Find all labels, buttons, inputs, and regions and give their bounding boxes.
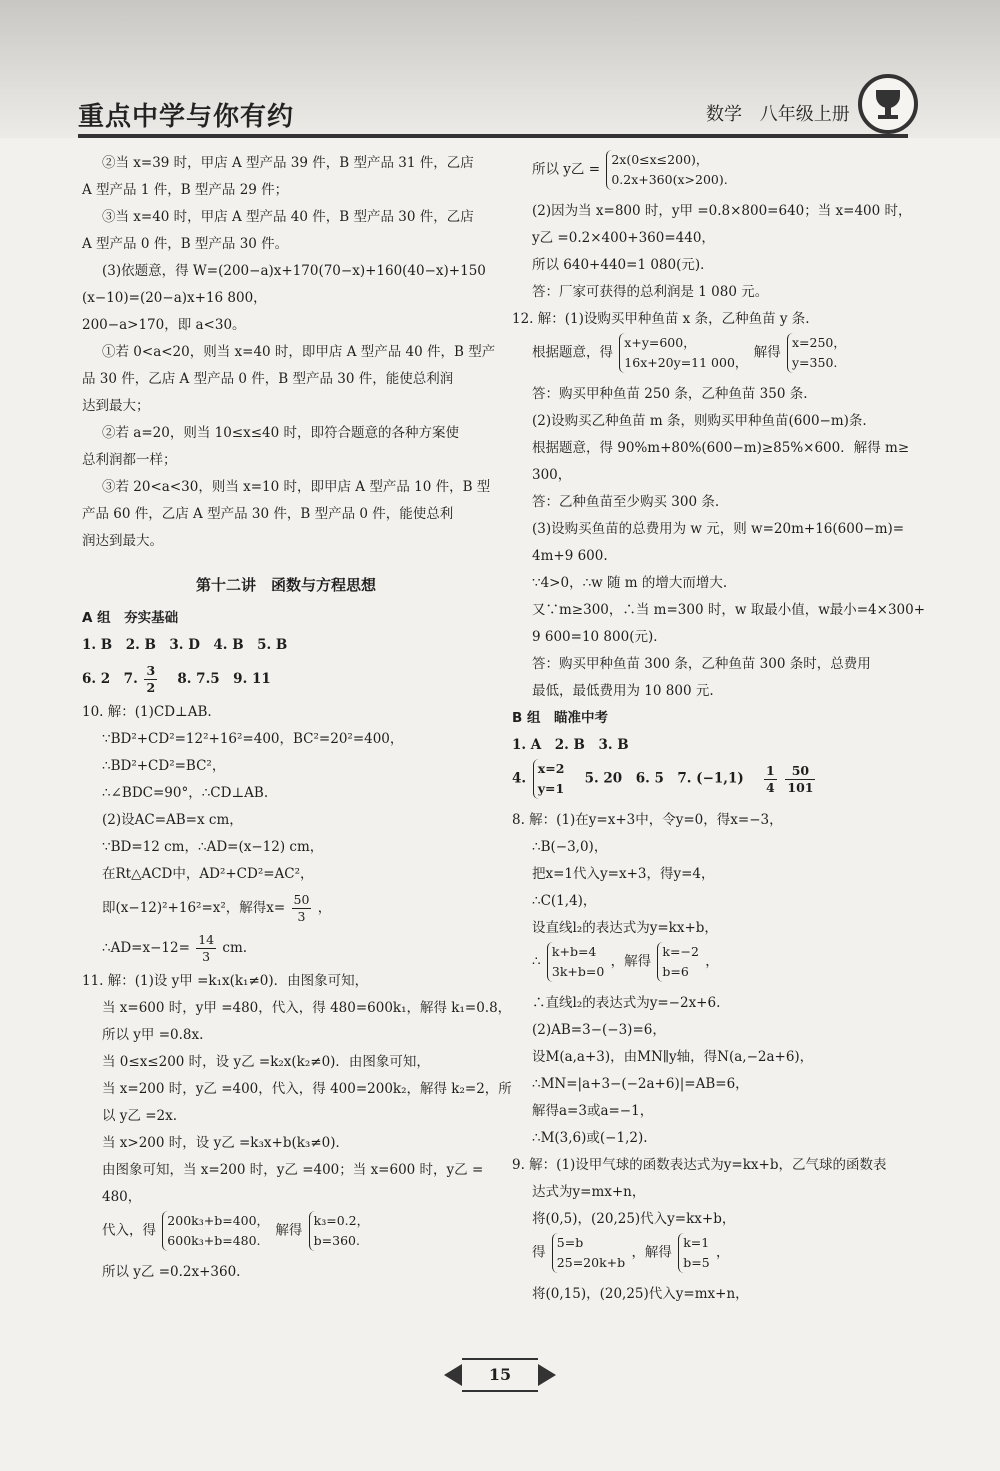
equation-system: k=1 b=5 [678, 1233, 709, 1273]
text-line: 所以 y乙 =0.2x+360. [102, 1264, 241, 1280]
equation-system: x+y=600， 16x+20y=11 000， [619, 333, 747, 373]
text-line: A 型产品 0 件，B 型产品 30 件。 [82, 236, 289, 252]
text-line: 总利润都一样； [82, 452, 177, 468]
text-line: 达到最大； [82, 398, 150, 414]
text-line: 以 y乙 =2x. [102, 1108, 178, 1124]
series-title: 重点中学与你有约 [78, 102, 295, 132]
book-info [706, 100, 862, 126]
equation-system: 2x(0≤x≤200)， 0.2x+360(x>200). [606, 150, 727, 190]
equation-system: k+b=4 3k+b=0 [547, 942, 604, 982]
text-line: 解得a=3或a=−1， [532, 1103, 654, 1119]
text-line: 即(x−12)²+16²=x²，解得x= $\frac{50}{3}$ ， [102, 892, 332, 924]
text-line: 最低，最低费用为 10 800 元. [532, 683, 714, 699]
text-line: ①若 0<a<20，则当 x=40 时，即甲店 A 型产品 40 件，B 型产 [102, 344, 496, 360]
text-line: ∵4>0，∴w 随 m 的增大而增大. [532, 575, 728, 591]
text-line: (2)设购买乙种鱼苗 m 条，则购买甲种鱼苗(600−m)条. [532, 413, 867, 429]
equation-system: x=250， y=350. [787, 333, 846, 373]
answer-line: 4. x=2 y=1 5. 20 6. 5 7. (−1,1) $\frac{1}{4}$ $\frac{50}{101}$ [512, 759, 920, 807]
left-column [82, 150, 512, 1286]
text-line: ∴直线l₂的表达式为y=−2x+6. [532, 995, 721, 1011]
text-line: 达式为y=mx+n， [532, 1184, 646, 1200]
page-header [0, 0, 1000, 138]
text-line: ∴AD=x−12= $\frac{14}{3}$ cm. [102, 932, 248, 964]
text-line: ②若 a=20，则当 10≤x≤40 时，即符合题意的各种方案使 [102, 425, 460, 441]
equation-system: x=2 y=1 [533, 759, 565, 799]
text-line: ③当 x=40 时，甲店 A 型产品 40 件，B 型产品 30 件，乙店 [102, 209, 474, 225]
trophy-emblem-icon [858, 74, 918, 134]
text-line: ∵BD²+CD²=12²+16²=400，BC²=20²=400， [102, 731, 404, 747]
text-line: A 型产品 1 件，B 型产品 29 件； [82, 182, 289, 198]
question-11: 11. 解：(1)设 y甲 =k₁x(k₁≠0)．由图象可知， [82, 973, 369, 989]
equation-system-line: 得 5=b 25=20k+b ，解得 k=1 b=5 ， [512, 1233, 920, 1281]
subject-label: 数学 [706, 104, 742, 125]
text-line: ∴C(1,4)， [532, 893, 597, 909]
fraction: $\frac{50}{101}$ [787, 762, 814, 795]
text-line: 9 600=10 800(元)． [532, 629, 667, 645]
text-line: ∴BD²+CD²=BC²， [102, 758, 226, 774]
page-number: 15 [462, 1358, 538, 1392]
text-line: 所以 640+440=1 080(元)． [532, 257, 714, 273]
text-line: (2)AB=3−(−3)=6， [532, 1022, 666, 1038]
fraction: $\frac{3}{2}$ [146, 663, 156, 695]
header-rule [78, 134, 908, 138]
section-heading: 第十二讲 函数与方程思想 [195, 576, 376, 594]
text-line: 4m+9 600. [532, 548, 608, 564]
answer-line: 6. 2 7. $\frac{3}{2}$ 8. 7.5 9. 11 [82, 663, 271, 695]
text-line: ∴∠BDC=90°，∴CD⊥AB. [102, 785, 269, 801]
text-line: 答：购买甲种鱼苗 300 条，乙种鱼苗 300 条时，总费用 [532, 656, 871, 672]
text-line: (x−10)=(20−a)x+16 800， [82, 290, 267, 306]
equation-system: k₃=0.2， b=360. [309, 1211, 369, 1251]
text-line: 产品 60 件，乙店 A 型产品 30 件，B 型产品 0 件，能使总利 [82, 506, 454, 522]
text-line: 当 x>200 时，设 y乙 =k₃x+b(k₃≠0)． [102, 1135, 349, 1151]
fraction: $\frac{1}{4}$ [765, 762, 775, 795]
question-9: 9. 解：(1)设甲气球的函数表达式为y=kx+b，乙气球的函数表 [512, 1157, 887, 1173]
equation-system: 200k₃+b=400， 600k₃+b=480. [162, 1211, 269, 1251]
text-line: 答：厂家可获得的总利润是 1 080 元。 [532, 284, 769, 300]
text-line: 答：购买甲种鱼苗 250 条，乙种鱼苗 350 条. [532, 386, 808, 402]
text-line: 480， [102, 1189, 142, 1205]
answer-line: 1. A 2. B 3. B [512, 737, 629, 753]
group-a-heading: A 组 夯实基础 [82, 610, 179, 626]
text-line: (2)因为当 x=800 时，y甲 =0.8×800=640；当 x=400 时， [532, 203, 912, 219]
equation-system: 5=b 25=20k+b [552, 1233, 625, 1273]
question-12: 12. 解：(1)设购买甲种鱼苗 x 条，乙种鱼苗 y 条. [512, 311, 810, 327]
text-line: ∴M(3,6)或(−1,2). [532, 1130, 648, 1146]
equation-system-line: ∴ k+b=4 3k+b=0 ，解得 k=−2 b=6 ， [512, 942, 920, 990]
question-10: 10. 解：(1)CD⊥AB. [82, 704, 212, 720]
text-line: 设M(a,a+3)，由MN∥y轴，得N(a,−2a+6)， [532, 1049, 814, 1065]
question-8: 8. 解：(1)在y=x+3中，令y=0，得x=−3， [512, 812, 783, 828]
text-line: ∴MN=|a+3−(−2a+6)|=AB=6， [532, 1076, 749, 1092]
text-line: ③若 20<a<30，则当 x=10 时，即甲店 A 型产品 10 件，B 型 [102, 479, 491, 495]
text-line: 所以 y甲 =0.8x. [102, 1027, 204, 1043]
text-line: 将(0,15)，(20,25)代入y=mx+n， [532, 1286, 749, 1302]
text-line: 把x=1代入y=x+3，得y=4， [532, 866, 715, 882]
text-line: 在Rt△ACD中，AD²+CD²=AC²， [102, 866, 314, 882]
answer-line: 1. B 2. B 3. D 4. B 5. B [82, 637, 288, 653]
equation-system-line: 代入，得 200k₃+b=400， 600k₃+b=480. 解得 k₃=0.2， b=360. [82, 1211, 490, 1259]
fraction: $\frac{50}{3}$ [293, 892, 310, 924]
text-line: 当 x=200 时，y乙 =400，代入，得 400=200k₂，解得 k₂=2，所 [102, 1081, 512, 1097]
group-b-heading: B 组 瞄准中考 [512, 710, 608, 726]
text-line: (3)依题意，得 W=(200−a)x+170(70−x)+160(40−x)+150 [102, 263, 486, 279]
text-line: ∵BD=12 cm，∴AD=(x−12) cm， [102, 839, 324, 855]
text-line: (2)设AC=AB=x cm， [102, 812, 243, 828]
right-column [512, 150, 926, 1308]
text-line: 又∵m≥300，∴当 m=300 时，w 取最小值，w最小=4×300+ [532, 602, 926, 618]
text-line: 将(0,5)，(20,25)代入y=kx+b， [532, 1211, 736, 1227]
text-line: 润达到最大。 [82, 533, 163, 549]
text-line: 答：乙种鱼苗至少购买 300 条. [532, 494, 720, 510]
text-line: 根据题意，得 90%m+80%(600−m)≥85%×600．解得 m≥ [532, 440, 910, 456]
text-line: ∴B(−3,0)， [532, 839, 608, 855]
text-line: (3)设购买鱼苗的总费用为 w 元，则 w=20m+16(600−m)= [532, 521, 905, 537]
text-line: ②当 x=39 时，甲店 A 型产品 39 件，B 型产品 31 件，乙店 [102, 155, 474, 171]
grade-label: 八年级上册 [759, 104, 850, 125]
text-line: 品 30 件，乙店 A 型产品 0 件，B 型产品 30 件，能使总利润 [82, 371, 454, 387]
text-line: 由图象可知，当 x=200 时，y乙 =400；当 x=600 时，y乙 = [102, 1162, 484, 1178]
equation-system: k=−2 b=6 [657, 942, 698, 982]
text-line: 200−a>170，即 a<30。 [82, 317, 246, 333]
fraction: $\frac{14}{3}$ [198, 932, 215, 964]
equation-system-line: 根据题意，得 x+y=600， 16x+20y=11 000， 解得 x=250， y=350. [512, 333, 920, 381]
equation-system-line: 所以 y乙 = 2x(0≤x≤200)， 0.2x+360(x>200). [512, 150, 920, 198]
text-line: 设直线l₂的表达式为y=kx+b， [532, 920, 718, 936]
text-line: y乙 =0.2×400+360=440， [532, 230, 715, 246]
text-line: 当 x=600 时，y甲 =480，代入，得 480=600k₁，解得 k₁=0.8， [102, 1000, 512, 1016]
text-line: 当 0≤x≤200 时，设 y乙 =k₂x(k₂≠0)．由图象可知， [102, 1054, 430, 1070]
text-line: 300， [532, 467, 572, 483]
